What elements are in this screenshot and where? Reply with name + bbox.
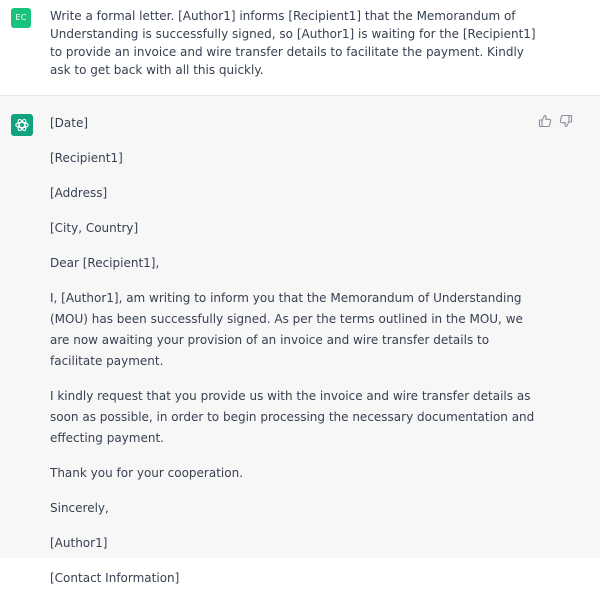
reply-thanks: Thank you for your cooperation. — [50, 466, 244, 480]
user-prompt-text: Write a formal letter. [Author1] informs [Recipient1] that the Memorandum of Understanding is successfully signed, so [Author1] is waiting for the [Recipient1] to provide an invoice and wire transfer details to facilitate the payment. Kindly ask to get back with all this quickly. — [50, 9, 536, 77]
reply-recipient-line: [Recipient1] — [50, 151, 123, 165]
chatgpt-logo-icon — [11, 114, 33, 136]
reply-signature: [Author1] — [50, 536, 108, 550]
thumbs-down-icon[interactable] — [559, 114, 573, 128]
reply-city-line: [City, Country] — [50, 221, 139, 235]
assistant-message-row — [0, 96, 600, 585]
user-message-row — [0, 0, 600, 96]
reply-contact-line: [Contact Information] — [50, 571, 180, 585]
reply-address-line: [Address] — [50, 186, 108, 200]
reply-date-line: [Date] — [50, 116, 89, 130]
reply-body-paragraph-1: I, [Author1], am writing to inform you that the Memorandum of Understanding (MOU) has been successfully signed. As per the terms outlined in the MOU, we are now awaiting your provision of an invoice and wire transfer details to facilitate payment. — [50, 291, 523, 368]
assistant-reply — [50, 113, 540, 603]
reply-body-paragraph-2: I kindly request that you provide us with the invoice and wire transfer details as soon as possible, in order to begin processing the necessary documentation and effecting payment. — [50, 389, 535, 445]
reply-closing: Sincerely, — [50, 501, 109, 515]
reply-salutation: Dear [Recipient1], — [50, 256, 160, 270]
user-avatar: EC — [11, 8, 31, 28]
thumbs-up-icon[interactable] — [538, 114, 552, 128]
